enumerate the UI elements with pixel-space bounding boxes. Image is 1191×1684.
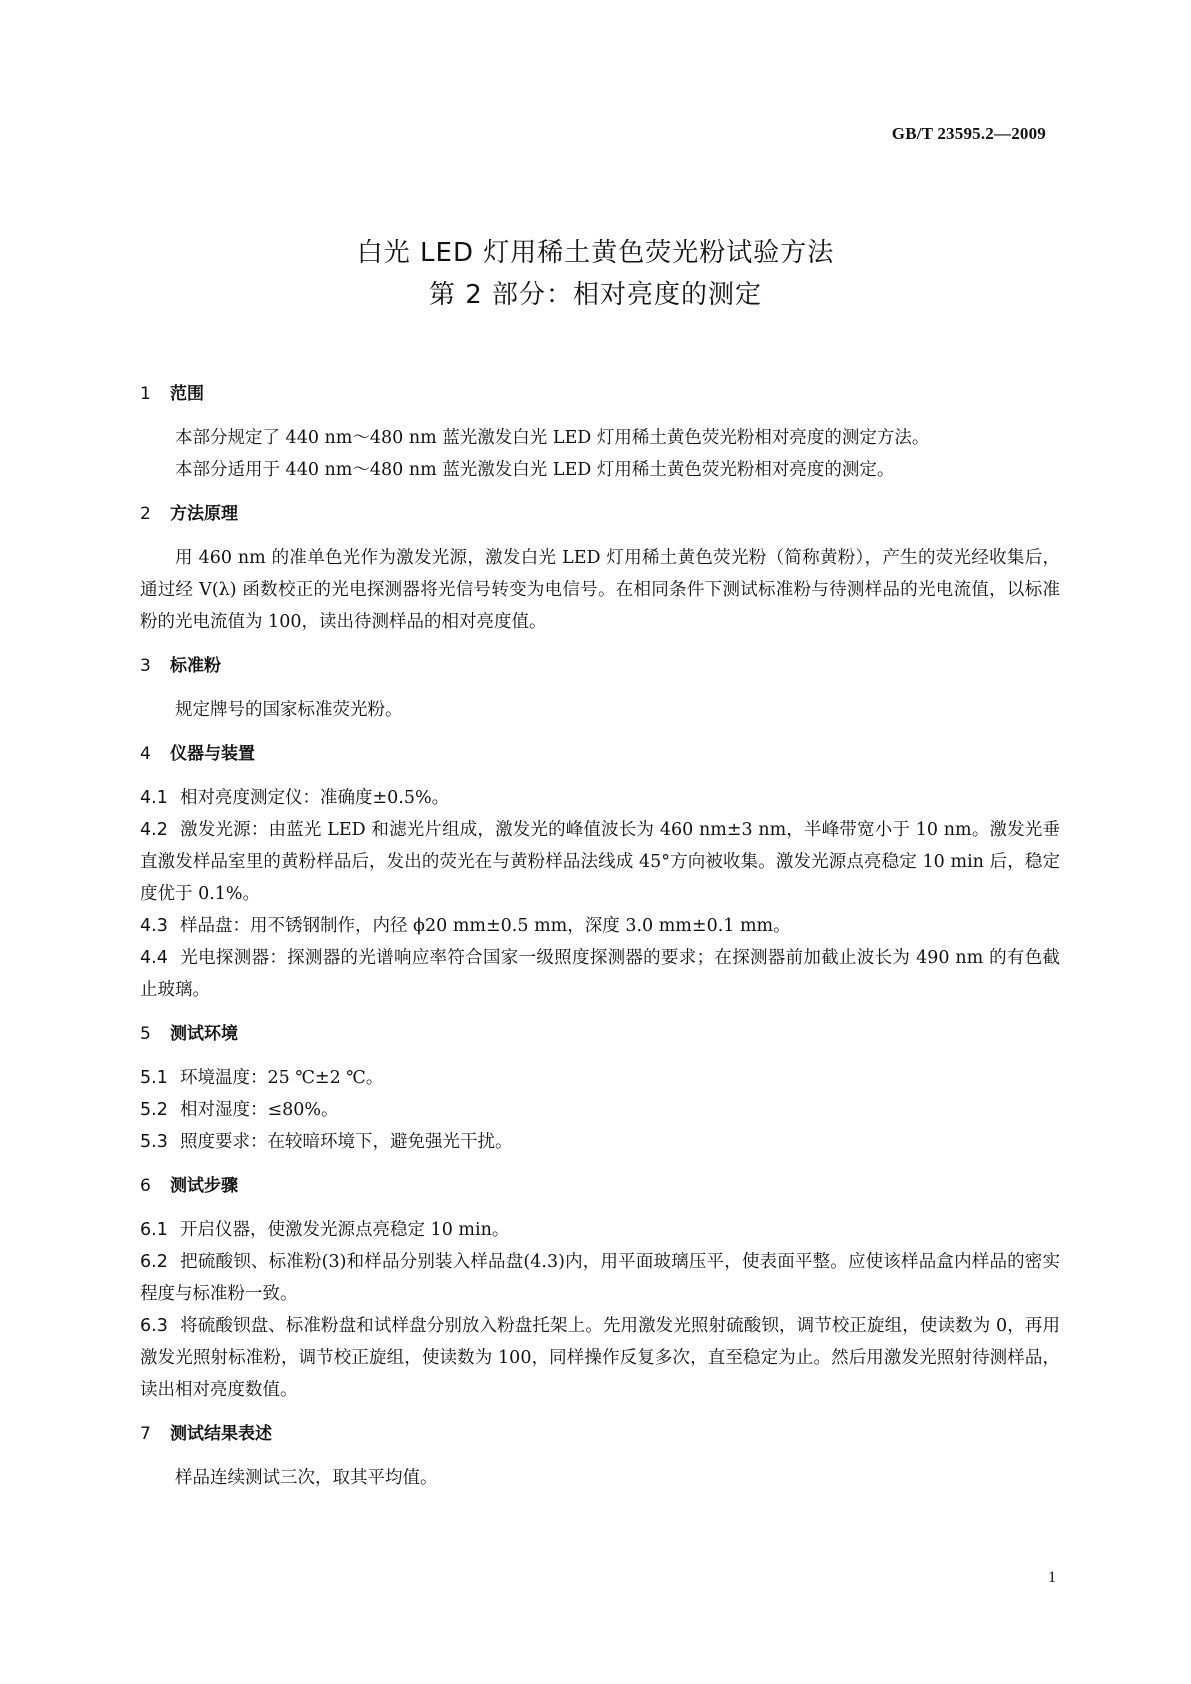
clause-number: 4.1 [140, 788, 168, 808]
clause-number: 5.2 [140, 1100, 168, 1120]
clause-text: 相对亮度测定仪：准确度±0.5%。 [180, 788, 450, 808]
paragraph: 规定牌号的国家标准荧光粉。 [175, 700, 403, 720]
clause [140, 1062, 1060, 1094]
clause-number: 6.1 [140, 1220, 168, 1240]
section-title: 测试结果表述 [170, 1424, 272, 1444]
section-title: 仪器与装置 [170, 744, 255, 764]
document-body [140, 378, 1060, 1494]
section-number: 4 [140, 744, 151, 764]
section-heading [140, 378, 1060, 410]
section-title: 测试步骤 [170, 1176, 238, 1196]
clause-number: 4.2 [140, 820, 168, 840]
clause-text: 将硫酸钡盘、标准粉盘和试样盘分别放入粉盘托架上。先用激发光照射硫酸钡，调节校正旋组，使读数为 0，再用激发光照射标准粉，调节校正旋组，使读数为 100，同样操作反复多次，直至稳定为止。然后用激发光照射待测样品，读出相对亮度数值。 [140, 1316, 1060, 1400]
clause [140, 910, 1060, 942]
paragraph: 用 460 nm 的准单色光作为激发光源，激发白光 LED 灯用稀土黄色荧光粉（简称黄粉），产生的荧光经收集后，通过经 V(λ) 函数校正的光电探测器将光信号转变为电信号。在相同条件下测试标准粉与待测样品的光电流值，以标准粉的光电流值为 100，读出待测样品的相对亮度值。 [140, 548, 1060, 632]
clause-number: 6.2 [140, 1252, 168, 1272]
clause [140, 1214, 1060, 1246]
section-number: 5 [140, 1024, 151, 1044]
clause-text: 照度要求：在较暗环境下，避免强光干扰。 [180, 1132, 513, 1152]
document-title: 白光 LED 灯用稀土黄色荧光粉试验方法 [356, 238, 835, 268]
clause [140, 1126, 1060, 1158]
section-number: 6 [140, 1176, 151, 1196]
clause-text: 样品盘：用不锈钢制作，内径 ϕ20 mm±0.5 mm，深度 3.0 mm±0.1 mm。 [180, 916, 791, 936]
section-heading [140, 498, 1060, 530]
section-number: 2 [140, 504, 151, 524]
clause [140, 1246, 1060, 1310]
clause-number: 5.1 [140, 1068, 168, 1088]
section-title: 测试环境 [170, 1024, 238, 1044]
clause-number: 4.4 [140, 948, 168, 968]
section-title: 标准粉 [170, 656, 221, 676]
clause-text: 开启仪器，使激发光源点亮稳定 10 min。 [180, 1220, 510, 1240]
page-number: 1 [1048, 1569, 1056, 1586]
paragraph: 样品连续测试三次，取其平均值。 [175, 1468, 438, 1488]
clause-number: 4.3 [140, 916, 168, 936]
section-heading [140, 1170, 1060, 1202]
section-number: 3 [140, 656, 151, 676]
clause [140, 782, 1060, 814]
section-title: 方法原理 [170, 504, 238, 524]
clause-text: 相对湿度：≤80%。 [180, 1100, 339, 1120]
section-heading [140, 1418, 1060, 1450]
clause [140, 942, 1060, 1006]
paragraph: 本部分规定了 440 nm～480 nm 蓝光激发白光 LED 灯用稀土黄色荧光粉相对亮度的测定方法。 [175, 428, 930, 448]
section-heading [140, 1018, 1060, 1050]
clause-text: 光电探测器：探测器的光谱响应率符合国家一级照度探测器的要求；在探测器前加截止波长为 490 nm 的有色截止玻璃。 [140, 948, 1060, 1000]
clause-text: 环境温度：25 ℃±2 ℃。 [180, 1068, 384, 1088]
clause [140, 1310, 1060, 1406]
clause [140, 1094, 1060, 1126]
section-heading [140, 650, 1060, 682]
clause-text: 把硫酸钡、标准粉(3)和样品分别装入样品盘(4.3)内，用平面玻璃压平，使表面平整。应使该样品盒内样品的密实程度与标准粉一致。 [140, 1252, 1060, 1304]
clause [140, 814, 1060, 910]
clause-number: 6.3 [140, 1316, 168, 1336]
section-number: 1 [140, 384, 151, 404]
section-heading [140, 738, 1060, 770]
clause-number: 5.3 [140, 1132, 168, 1152]
section-number: 7 [140, 1424, 151, 1444]
clause-text: 激发光源：由蓝光 LED 和滤光片组成，激发光的峰值波长为 460 nm±3 nm，半峰带宽小于 10 nm。激发光垂直激发样品室里的黄粉样品后，发出的荧光在与黄粉样品法线成 45°方向被收集。激发光源点亮稳定 10 min 后，稳定度优于 0.1%。 [140, 820, 1060, 904]
standard-number: GB/T 23595.2—2009 [891, 124, 1046, 143]
document-subtitle: 第 2 部分：相对亮度的测定 [428, 280, 763, 310]
section-title: 范围 [170, 384, 204, 404]
paragraph: 本部分适用于 440 nm～480 nm 蓝光激发白光 LED 灯用稀土黄色荧光粉相对亮度的测定。 [175, 460, 895, 480]
